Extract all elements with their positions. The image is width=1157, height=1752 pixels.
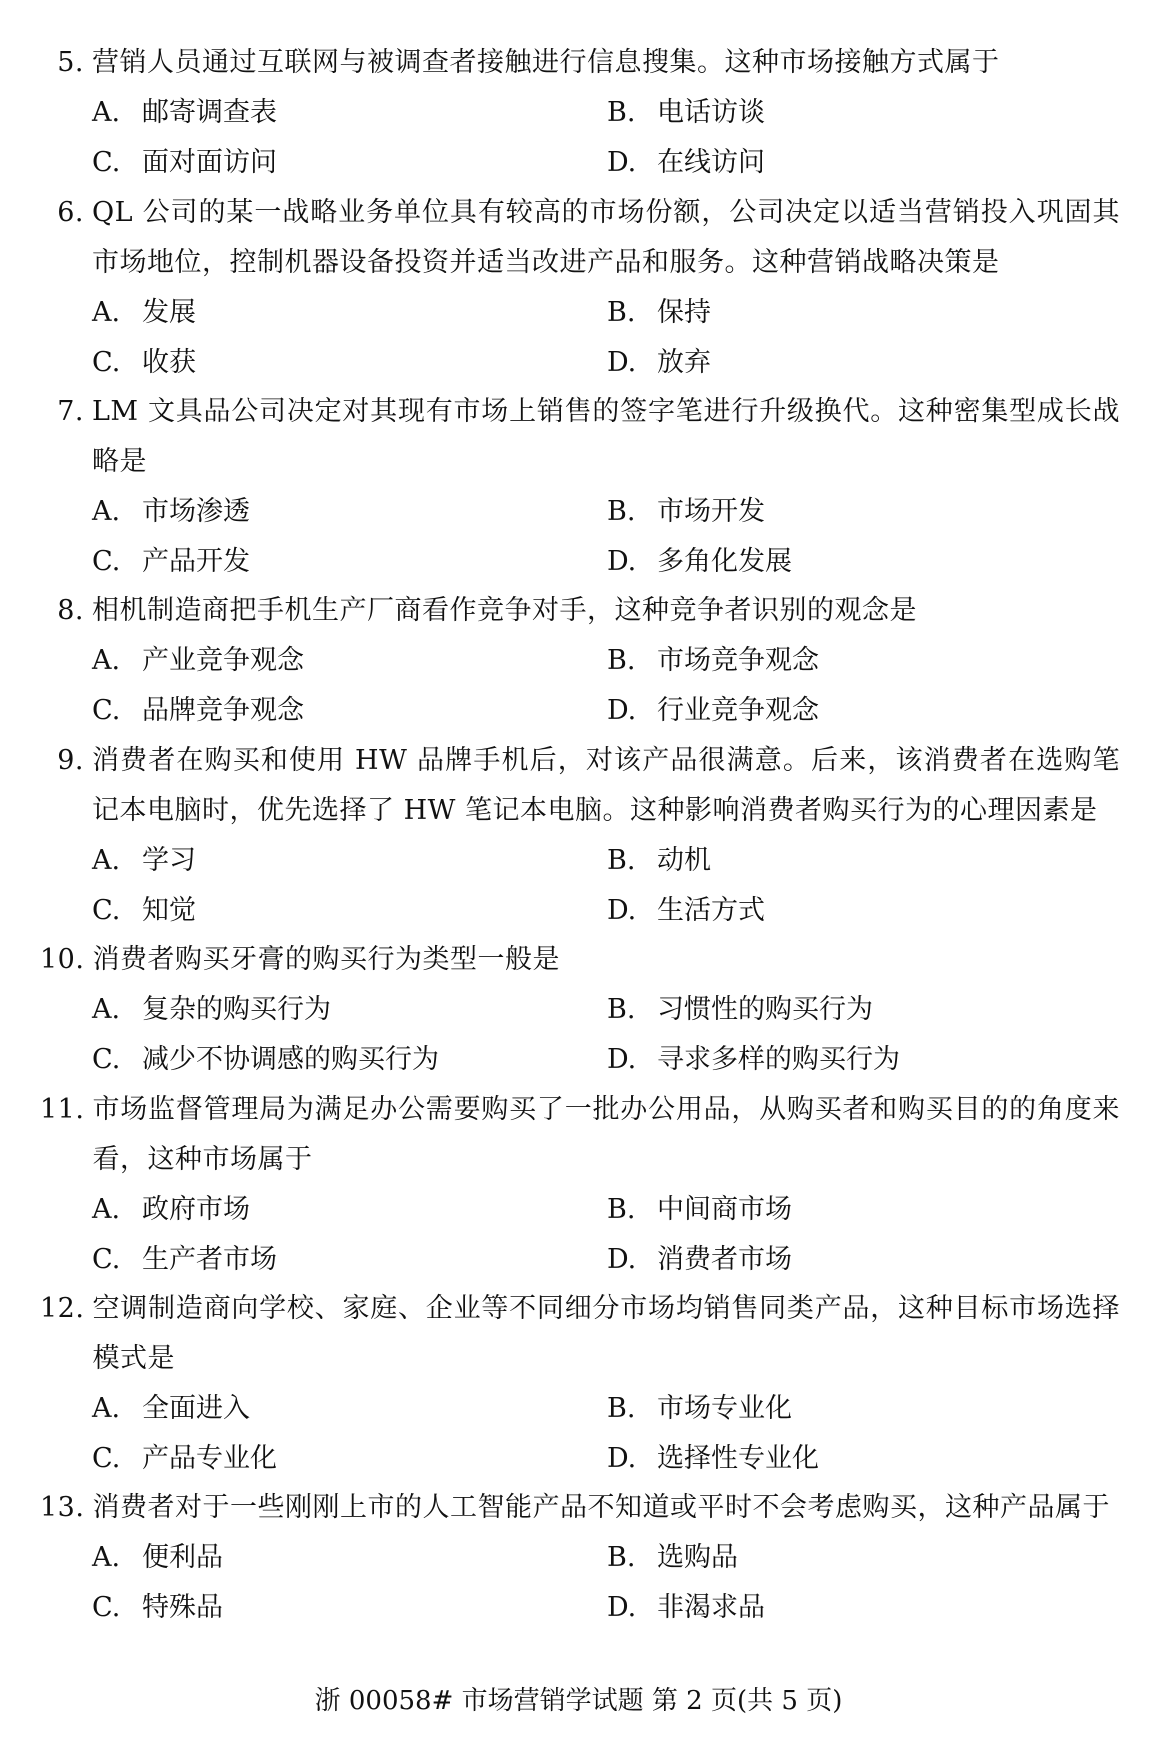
option-b (607, 1384, 1107, 1434)
option-list (92, 636, 1120, 736)
option-list (92, 487, 1120, 587)
option-letter: D. (607, 1244, 637, 1275)
option-list (92, 1533, 1120, 1633)
option-text: 发展 (142, 297, 196, 328)
option-letter: B. (607, 97, 636, 128)
option-text: 收获 (142, 347, 196, 378)
question-stem (40, 188, 1120, 288)
option-letter: A. (92, 845, 121, 876)
option-list (92, 288, 1120, 388)
option-text: 产品开发 (142, 546, 250, 577)
option-c (92, 1235, 607, 1285)
option-a (92, 636, 607, 686)
option-a (92, 1533, 607, 1583)
option-d (607, 686, 1107, 736)
option-a (92, 88, 607, 138)
question-stem (40, 1284, 1120, 1384)
option-letter: B. (607, 297, 636, 328)
option-letter: C. (92, 546, 121, 577)
option-text: 非渴求品 (657, 1592, 765, 1623)
option-text: 放弃 (657, 347, 711, 378)
option-letter: D. (607, 1592, 637, 1623)
question-number: 6. (57, 197, 84, 228)
option-a (92, 985, 607, 1035)
option-letter: A. (92, 994, 121, 1025)
option-text: 产品专业化 (142, 1443, 277, 1474)
option-text: 选购品 (657, 1542, 738, 1573)
option-letter: C. (92, 695, 121, 726)
option-d (607, 886, 1107, 936)
question-number: 11. (40, 1094, 85, 1125)
option-text: 邮寄调查表 (142, 97, 277, 128)
option-letter: A. (92, 1194, 121, 1225)
option-text: 习惯性的购买行为 (657, 994, 873, 1025)
option-d (607, 1434, 1107, 1484)
option-d (607, 537, 1107, 587)
option-b (607, 288, 1107, 338)
option-letter: D. (607, 1044, 637, 1075)
option-letter: B. (607, 845, 636, 876)
question-text: 空调制造商向学校、家庭、企业等不同细分市场均销售同类产品，这种目标市场选择模式是 (92, 1293, 1120, 1374)
question-stem (40, 586, 1120, 636)
option-b (607, 487, 1107, 537)
option-c (92, 686, 607, 736)
question-stem (40, 387, 1120, 487)
option-a (92, 487, 607, 537)
question-12 (40, 1284, 1120, 1484)
option-letter: D. (607, 347, 637, 378)
option-text: 电话访谈 (657, 97, 765, 128)
option-letter: B. (607, 1194, 636, 1225)
question-text: 营销人员通过互联网与被调查者接触进行信息搜集。这种市场接触方式属于 (92, 47, 1000, 78)
question-stem (40, 736, 1120, 836)
option-letter: C. (92, 147, 121, 178)
option-a (92, 836, 607, 886)
option-letter: D. (607, 895, 637, 926)
option-text: 全面进入 (142, 1393, 250, 1424)
option-c (92, 1035, 607, 1085)
option-text: 行业竞争观念 (657, 695, 819, 726)
option-d (607, 138, 1107, 188)
option-c (92, 138, 607, 188)
question-6 (40, 188, 1120, 388)
question-number: 8. (57, 595, 84, 626)
question-text: LM 文具品公司决定对其现有市场上销售的签字笔进行升级换代。这种密集型成长战略是 (92, 396, 1120, 477)
option-text: 保持 (657, 297, 711, 328)
option-d (607, 1583, 1107, 1633)
option-letter: B. (607, 994, 636, 1025)
question-stem (40, 1483, 1120, 1533)
option-letter: A. (92, 645, 121, 676)
option-a (92, 288, 607, 338)
option-b (607, 985, 1107, 1035)
option-list (92, 985, 1120, 1085)
option-letter: D. (607, 1443, 637, 1474)
question-number: 9. (57, 745, 84, 776)
option-letter: B. (607, 1393, 636, 1424)
question-13 (40, 1483, 1120, 1633)
question-number: 7. (57, 396, 84, 427)
option-c (92, 886, 607, 936)
option-text: 品牌竞争观念 (142, 695, 304, 726)
option-b (607, 1533, 1107, 1583)
option-a (92, 1185, 607, 1235)
question-11 (40, 1085, 1120, 1285)
option-text: 面对面访问 (142, 147, 277, 178)
option-text: 知觉 (142, 895, 196, 926)
question-text: 消费者购买牙膏的购买行为类型一般是 (92, 944, 560, 975)
question-9 (40, 736, 1120, 936)
option-text: 减少不协调感的购买行为 (142, 1044, 439, 1075)
option-b (607, 836, 1107, 886)
option-text: 生产者市场 (142, 1244, 277, 1275)
option-d (607, 1035, 1107, 1085)
option-letter: C. (92, 1244, 121, 1275)
option-c (92, 338, 607, 388)
option-b (607, 1185, 1107, 1235)
question-stem (40, 935, 1120, 985)
option-a (92, 1384, 607, 1434)
option-letter: B. (607, 645, 636, 676)
option-text: 寻求多样的购买行为 (657, 1044, 900, 1075)
option-list (92, 1185, 1120, 1285)
option-letter: B. (607, 496, 636, 527)
option-b (607, 636, 1107, 686)
question-text: 消费者在购买和使用 HW 品牌手机后，对该产品很满意。后来，该消费者在选购笔记本电脑时，优先选择了 HW 笔记本电脑。这种影响消费者购买行为的心理因素是 (92, 745, 1120, 826)
option-text: 市场竞争观念 (657, 645, 819, 676)
option-letter: D. (607, 546, 637, 577)
option-text: 特殊品 (142, 1592, 223, 1623)
option-letter: C. (92, 347, 121, 378)
option-text: 动机 (657, 845, 711, 876)
question-8 (40, 586, 1120, 736)
page-footer: 浙 00058# 市场营销学试题 第 2 页(共 5 页) (314, 1686, 843, 1716)
option-text: 多角化发展 (657, 546, 792, 577)
option-text: 中间商市场 (657, 1194, 792, 1225)
option-text: 市场开发 (657, 496, 765, 527)
option-letter: C. (92, 1443, 121, 1474)
question-text: 相机制造商把手机生产厂商看作竞争对手，这种竞争者识别的观念是 (92, 595, 917, 626)
question-7 (40, 387, 1120, 587)
option-letter: A. (92, 1542, 121, 1573)
option-text: 市场专业化 (657, 1393, 792, 1424)
option-d (607, 1235, 1107, 1285)
option-letter: C. (92, 1044, 121, 1075)
option-list (92, 88, 1120, 188)
option-text: 生活方式 (657, 895, 765, 926)
option-text: 产业竞争观念 (142, 645, 304, 676)
question-number: 10. (40, 944, 85, 975)
option-b (607, 88, 1107, 138)
option-d (607, 338, 1107, 388)
question-5 (40, 38, 1120, 188)
option-c (92, 1434, 607, 1484)
option-letter: C. (92, 895, 121, 926)
option-text: 选择性专业化 (657, 1443, 819, 1474)
option-letter: D. (607, 695, 637, 726)
question-10 (40, 935, 1120, 1085)
option-text: 市场渗透 (142, 496, 250, 527)
option-letter: A. (92, 496, 121, 527)
option-text: 在线访问 (657, 147, 765, 178)
option-letter: D. (607, 147, 637, 178)
question-number: 12. (40, 1293, 85, 1324)
option-list (92, 1384, 1120, 1484)
option-text: 消费者市场 (657, 1244, 792, 1275)
option-letter: A. (92, 297, 121, 328)
option-text: 学习 (142, 845, 196, 876)
option-letter: C. (92, 1592, 121, 1623)
option-c (92, 1583, 607, 1633)
question-text: QL 公司的某一战略业务单位具有较高的市场份额，公司决定以适当营销投入巩固其市场地位，控制机器设备投资并适当改进产品和服务。这种营销战略决策是 (92, 197, 1120, 278)
question-number: 5. (57, 47, 84, 78)
question-number: 13. (40, 1492, 85, 1523)
option-list (92, 836, 1120, 936)
option-c (92, 537, 607, 587)
option-text: 政府市场 (142, 1194, 250, 1225)
option-text: 复杂的购买行为 (142, 994, 331, 1025)
question-text: 市场监督管理局为满足办公需要购买了一批办公用品，从购买者和购买目的的角度来看，这种市场属于 (92, 1094, 1120, 1175)
question-stem (40, 1085, 1120, 1185)
option-letter: A. (92, 1393, 121, 1424)
option-letter: A. (92, 97, 121, 128)
option-text: 便利品 (142, 1542, 223, 1573)
option-letter: B. (607, 1542, 636, 1573)
question-text: 消费者对于一些刚刚上市的人工智能产品不知道或平时不会考虑购买，这种产品属于 (92, 1492, 1110, 1523)
question-stem (40, 38, 1120, 88)
